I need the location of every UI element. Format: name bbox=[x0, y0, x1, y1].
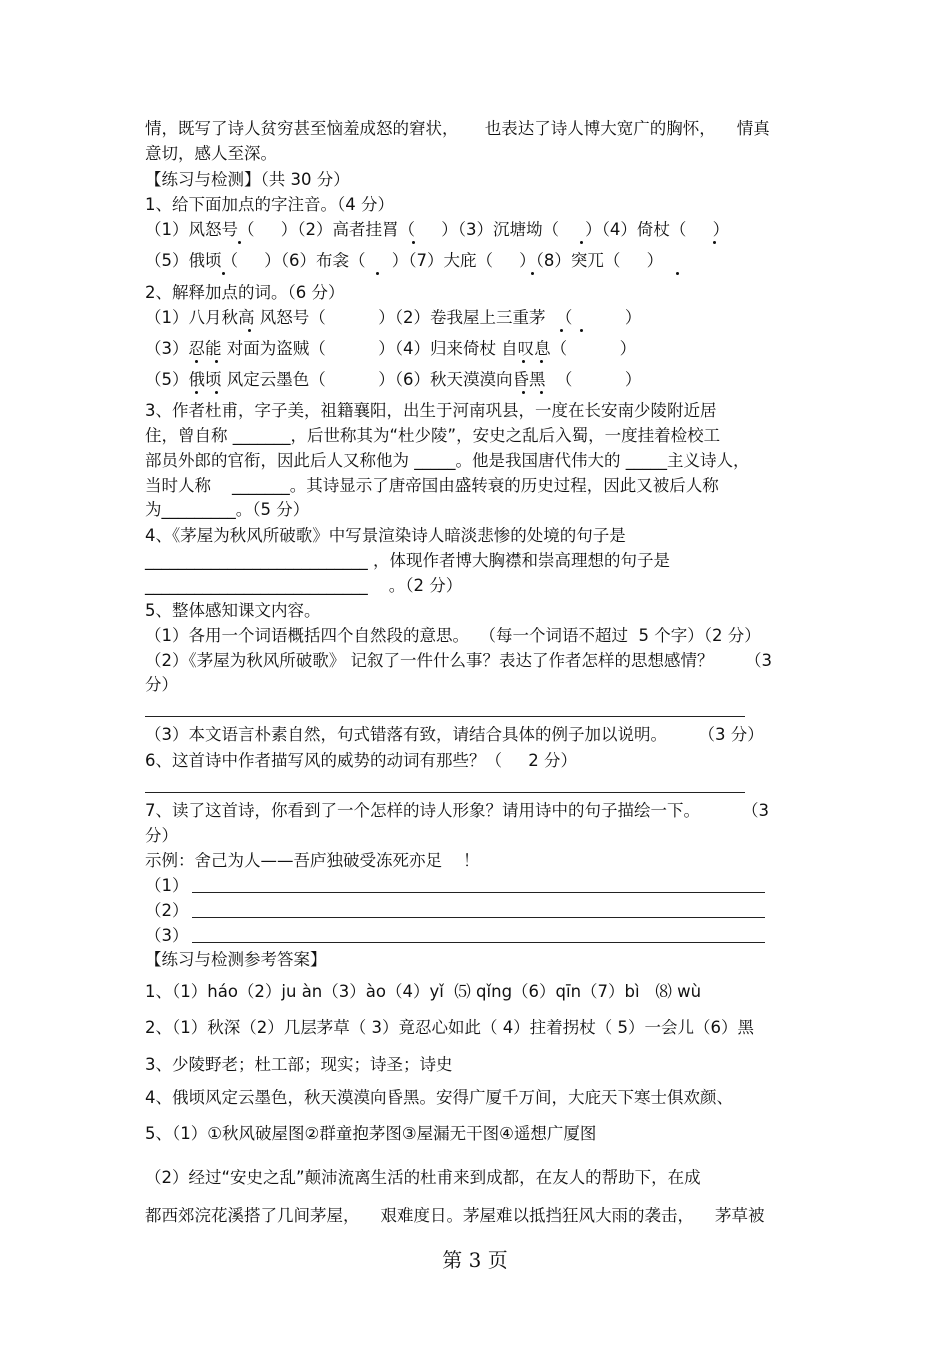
question-5-1: （1）各用一个词语概括四个自然段的意思。 （每一个词语不超过 5 个字）（2 分） bbox=[145, 626, 761, 645]
section-heading: 【练习与检测】（共 30 分） bbox=[145, 170, 350, 189]
answer-5: 5、（1）①秋风破屋图②群童抱茅图③屋漏无干图④遥想广厦图 bbox=[145, 1124, 597, 1143]
answer-line bbox=[145, 716, 745, 717]
emphasis-dot bbox=[522, 360, 525, 363]
question-1-items: （5）俄顷（ ）（6）布衾（ ）（7）大庇（ ）（8）突兀（ ） bbox=[145, 251, 664, 270]
emphasis-dot bbox=[531, 272, 534, 275]
text-line: 都西郊浣花溪搭了几间茅屋， 艰难度日。茅屋难以抵挡狂风大雨的袭击， 茅草被 bbox=[145, 1206, 765, 1225]
question-2: 2、解释加点的词。（6 分） bbox=[145, 283, 345, 302]
emphasis-dot bbox=[215, 360, 218, 363]
text-line: ___________________________ 。（2 分） bbox=[145, 576, 463, 595]
emphasis-dot bbox=[412, 241, 415, 244]
answer-line bbox=[192, 892, 765, 893]
emphasis-dot bbox=[195, 360, 198, 363]
question-2-items: （5）俄顷 风定云墨色（ ）（6）秋天漠漠向昏黑 （ ） bbox=[145, 370, 642, 389]
text-line: ___________________________ ，体现作者博大胸襟和崇高理想的句子是 bbox=[145, 551, 670, 570]
answer-line bbox=[192, 917, 765, 918]
text-line: 为_________。（5 分） bbox=[145, 500, 310, 519]
answer-line bbox=[145, 792, 745, 793]
text-line: 分） bbox=[145, 826, 178, 845]
text-line: 情，既写了诗人贫穷甚至恼羞成怒的窘状， 也表达了诗人博大宽广的胸怀， 情真 bbox=[145, 119, 770, 138]
answer-4: 4、俄顷风定云墨色，秋天漠漠向昏黑。安得广厦千万间，大庇天下寒士俱欢颜、 bbox=[145, 1088, 733, 1107]
answer-1: 1、（1）háo（2）ju àn（3）ào（4）yǐ ⑸ qǐng（6）qīn（7）bì ⑻ wù bbox=[145, 982, 702, 1001]
question-3: 3、作者杜甫，字子美，祖籍襄阳，出生于河南巩县，一度在长安南少陵附近居 bbox=[145, 401, 717, 420]
question-4: 4、《茅屋为秋风所破歌》中写景渲染诗人暗淡悲惨的处境的句子是 bbox=[145, 526, 626, 545]
text-line: 分） bbox=[145, 675, 178, 694]
emphasis-dot bbox=[560, 329, 563, 332]
answer-3: 3、少陵野老；杜工部；现实；诗圣；诗史 bbox=[145, 1055, 453, 1074]
question-2-items: （3）忍能 对面为盗贼（ ）（4）归来倚杖 自叹息（ ） bbox=[145, 339, 637, 358]
example-line: 示例：舍己为人——吾庐独破受冻死亦足 ！ bbox=[145, 851, 480, 870]
answer-label: （2） bbox=[145, 901, 189, 920]
emphasis-dot bbox=[376, 272, 379, 275]
emphasis-dot bbox=[222, 272, 225, 275]
emphasis-dot bbox=[238, 241, 241, 244]
text-line: 当时人称 _______。其诗显示了唐帝国由盛转衰的历史过程，因此又被后人称 bbox=[145, 476, 719, 495]
emphasis-dot bbox=[676, 272, 679, 275]
emphasis-dot bbox=[540, 360, 543, 363]
question-6: 6、这首诗中作者描写风的威势的动词有那些？（ 2 分） bbox=[145, 751, 577, 770]
answer-label: （3） bbox=[145, 926, 189, 945]
question-1: 1、给下面加点的字注音。（4 分） bbox=[145, 195, 394, 214]
emphasis-dot bbox=[580, 241, 583, 244]
answer-5-2: （2）经过“安史之乱”颠沛流离生活的杜甫来到成都，在友人的帮助下，在成 bbox=[145, 1168, 701, 1187]
emphasis-dot bbox=[713, 241, 716, 244]
question-5: 5、整体感知课文内容。 bbox=[145, 601, 321, 620]
text-line: 部员外郎的官衔，因此后人又称他为 _____。他是我国唐代伟大的 _____主义诗人， bbox=[145, 451, 750, 470]
emphasis-dot bbox=[215, 391, 218, 394]
question-1-items: （1）风怒号（ ）（2）高者挂罥（ ）（3）沉塘坳（ ）（4）倚杖（ ） bbox=[145, 220, 730, 239]
emphasis-dot bbox=[540, 391, 543, 394]
answer-2: 2、（1）秋深（2）几层茅草（ 3）竟忍心如此（ 4）拄着拐杖（ 5）一会儿（6）黑 bbox=[145, 1018, 754, 1037]
question-2-items: （1）八月秋高 风怒号（ ）（2）卷我屋上三重茅 （ ） bbox=[145, 308, 642, 327]
answer-label: （1） bbox=[145, 876, 189, 895]
question-7: 7、读了这首诗，你看到了一个怎样的诗人形象？请用诗中的句子描绘一下。 （3 bbox=[145, 801, 769, 820]
text-line: 意切，感人至深。 bbox=[145, 144, 277, 163]
emphasis-dot bbox=[580, 329, 583, 332]
answer-heading: 【练习与检测参考答案】 bbox=[145, 950, 327, 969]
emphasis-dot bbox=[522, 391, 525, 394]
emphasis-dot bbox=[248, 329, 251, 332]
text-line: 住，曾自称 _______，后世称其为“杜少陵”，安史之乱后入蜀，一度挂着检校工 bbox=[145, 426, 721, 445]
question-5-2: （2）《茅屋为秋风所破歌》 记叙了一件什么事？表达了作者怎样的思想感情？ （3 bbox=[145, 651, 772, 670]
answer-line bbox=[192, 942, 765, 943]
question-5-3: （3）本文语言朴素自然，句式错落有致，请结合具体的例子加以说明。 （3 分） bbox=[145, 725, 764, 744]
page-number: 第 3 页 bbox=[442, 1248, 508, 1272]
emphasis-dot bbox=[195, 391, 198, 394]
